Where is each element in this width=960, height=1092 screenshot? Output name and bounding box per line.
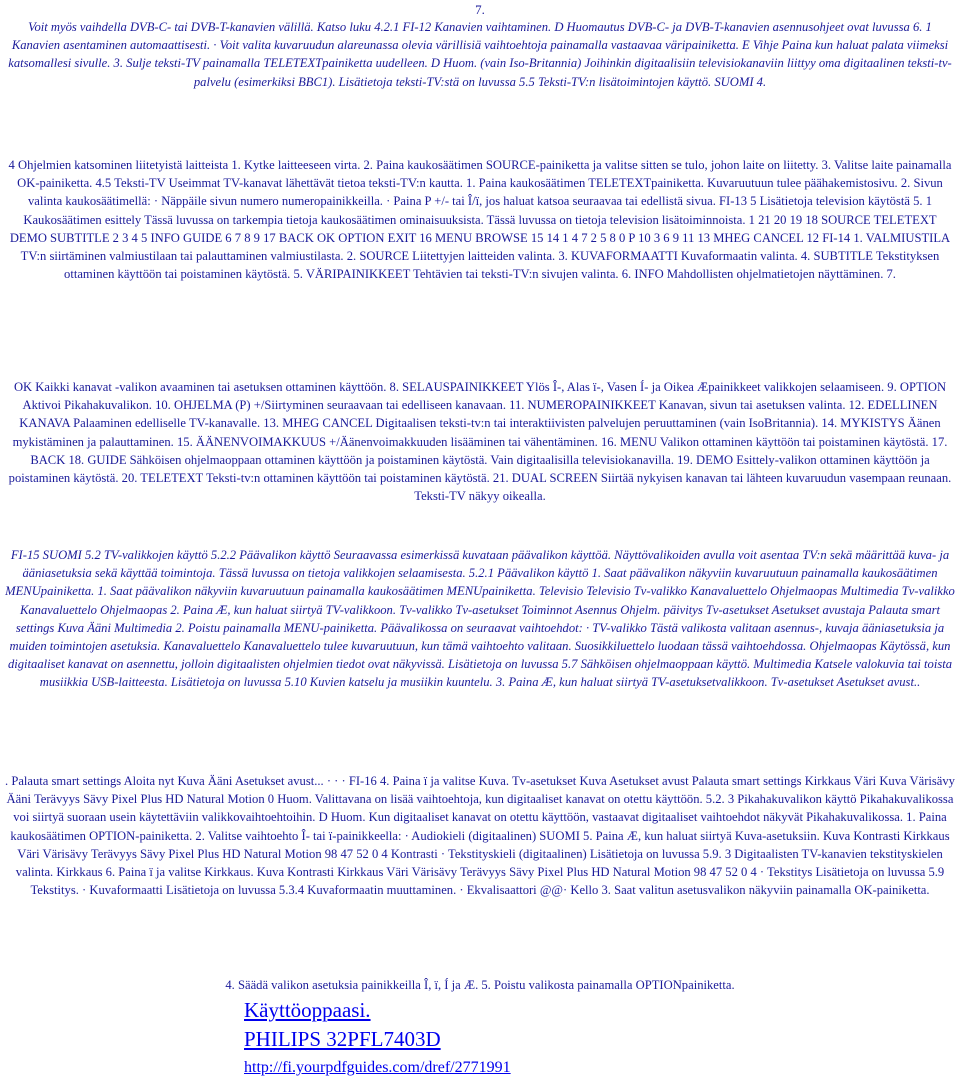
footer-links: [244, 996, 764, 1079]
page-number: 7.: [475, 2, 485, 17]
product-link[interactable]: PHILIPS 32PFL7403D: [244, 1027, 441, 1051]
paragraph-quick-menu: . Palauta smart settings Aloita nyt Kuva Ääni Asetukset avust... · · · FI-16 4. Paina ï ja valitse Kuva. Tv-asetukset Kuva Asetukset avust Palauta smart settings Kirkkaus Väri Kuva Värisävy Ääni Terävyys Sävy Pixel Plus HD Natural Motion 0 Huom. Valittavana on lisää vaihtoehtoja, kun digitaaliset kanavat on otettu käyttöön. 5.2. 3 Pikahakuvalikon käyttö Pikahakuvalikossa voi siirtyä suoraan usein käytettäviin valikkovaihtoehtoihin. D Huom. Kun digitaaliset kanavat on otettu käyttöön, vastaavat digitaaliset vaihtoehdot näkyvät Pikahakuvalikossa. 1. Paina kaukosäätimen OPTION-painiketta. 2. Valitse vaihtoehto Î- tai ï-painikkeella: · Audiokieli (digitaalinen) SUOMI 5. Paina Æ, kun haluat siirtyä Kuva-asetuksiin. Kuva Kontrasti Kirkkaus Väri Värisävy Terävyys Sävy Pixel Plus HD Natural Motion 98 47 52 0 4 Kontrasti · Tekstityskieli (digitaalinen) Lisätietoja on luvussa 5.9. 3 Digitaalisten TV-kanavien tekstityskielen valinta. Kirkkaus 6. Paina ï ja valitse Kirkkaus. Kuva Kontrasti Kirkkaus Väri Värisävy Terävyys Sävy Pixel Plus HD Natural Motion 98 47 52 0 4 · Tekstitys Lisätietoja on luvussa 5.9 Tekstitys. · Kuvaformaatti Lisätietoja on luvussa 5.3.4 Kuvaformaatin muuttaminen. · Ekvalisaattori @@· Kello 3. Saat valitun asetusvalikon näkyviin painamalla OK-painiketta.: [5, 774, 955, 898]
paragraph-option-exit: 4. Säädä valikon asetuksia painikkeilla Î, ï, Í ja Æ. 5. Poistu valikosta painamalla OPTIONpainiketta.: [225, 978, 735, 992]
paragraph-dvb-channels: Voit myös vaihdella DVB-C- tai DVB-T-kanavien välillä. Katso luku 4.2.1 FI-12 Kanavien vaihtaminen. D Huomautus DVB-C- ja DVB-T-kanavien asennusohjeet ovat luvussa 6. 1 Kanavien asentaminen automaattisesti. · Voit valita kuvaruudun alareunassa olevia värillisiä vaihtoehtoja painamalla vastaavaa väripainiketta. E Vihje Paina kun haluat palata viimeksi katsomallesi sivulle. 3. Sulje teksti-TV painamalla TELETEXTpainiketta uudelleen. D Huom. (vain Iso-Britannia) Joihinkin digitaalisiin televisiokanaviin liittyy oma digitaalinen teksti-tv-palvelu (esimerkiksi BBC1). Lisätietoja teksti-TV:stä on luvussa 5.5 Teksti-TV:n lisätoimintojen käyttö. SUOMI 4.: [8, 20, 952, 89]
paragraph-remote-buttons: OK Kaikki kanavat -valikon avaaminen tai asetuksen ottaminen käyttöön. 8. SELAUSPAINIKKEET Ylös Î-, Alas ï-, Vasen Í- ja Oikea Æpainikkeet valikkojen selaamiseen. 9. OPTION Aktivoi Pikahakuvalikon. 10. OHJELMA (P) +/Siirtyminen seuraavaan tai edelliseen kanavaan. 11. NUMEROPAINIKKEET Kanavan, sivun tai asetuksen valinta. 12. EDELLINEN KANAVA Palaaminen edelliselle TV-kanavalle. 13. MHEG CANCEL Digitaalisen teksti-tv:n tai interaktiivisten palvelujen peruuttaminen (vain IsoBritannia). 14. MYKISTYS Äänen mykistäminen ja palauttaminen. 15. ÄÄNENVOIMAKKUUS +/Äänenvoimakkuuden lisääminen tai vähentäminen. 16. MENU Valikon ottaminen käyttöön tai poistaminen käytöstä. 17. BACK 18. GUIDE Sähköisen ohjelmaoppaan ottaminen käyttöön ja poistaminen käytöstä. Vain digitaalisilla televisiokanavilla. 19. DEMO Esittely-valikon ottaminen käyttöön ja poistaminen käytöstä. 20. TELETEXT Teksti-tv:n ottaminen käyttöön tai poistaminen käytöstä. 21. DUAL SCREEN Siirtää nykyisen kanavan tai lähteen kuvaruudun vasempaan reunaan. Teksti-TV näkyy oikealla.: [8, 380, 952, 504]
manual-link[interactable]: Käyttöoppaasi.: [244, 998, 371, 1022]
paragraph-remote-control: 4 Ohjelmien katsominen liitetyistä laitteista 1. Kytke laitteeseen virta. 2. Paina kaukosäätimen SOURCE-painiketta ja valitse sitten se tulo, johon laite on liitetty. 3. Valitse laite painamalla OK-painiketta. 4.5 Teksti-TV Useimmat TV-kanavat lähettävät tietoa teksti-TV:n kautta. 1. Paina kaukosäätimen TELETEXTpainiketta. Kuvaruutuun tulee päähakemistosivu. 2. Sivun valinta kaukosäätimellä: · Näppäile sivun numero numeropainikkeilla. · Paina P +/- tai Î/ï, jos haluat katsoa seuraavaa tai edellistä sivua. FI-13 5 Lisätietoja television käytöstä 5. 1 Kaukosäätimen esittely Tässä luvussa on tarkempia tietoja kaukosäätimen ominaisuuksista. Tässä luvussa on tietoja television lisätoiminnoista. 1 21 20 19 18 SOURCE TELETEXT DEMO SUBTITLE 2 3 4 5 INFO GUIDE 6 7 8 9 17 BACK OK OPTION EXIT 16 MENU BROWSE 15 14 1 4 7 2 5 8 0 P 10 3 6 9 11 13 MHEG CANCEL 12 FI-14 1. VALMIUSTILA TV:n siirtäminen valmiustilaan tai palauttaminen valmiustilasta. 2. SOURCE Liitettyjen laitteiden valinta. 3. KUVAFORMAATTI Kuvaformaatin valinta. 4. SUBTITLE Tekstityksen ottaminen käyttöön tai poistaminen käytöstä. 5. VÄRIPAINIKKEET Tehtävien tai teksti-TV:n sivujen valinta. 6. INFO Mahdollisten ohjelmatietojen näyttäminen. 7.: [8, 158, 952, 282]
url-link[interactable]: http://fi.yourpdfguides.com/dref/2771991: [244, 1059, 511, 1076]
paragraph-main-menu: FI-15 SUOMI 5.2 TV-valikkojen käyttö 5.2.2 Päävalikon käyttö Seuraavassa esimerkissä kuvataan päävalikon käyttöä. Näyttövalikoiden avulla voit asentaa TV:n sekä määrittää kuva- ja ääniasetuksia sekä käyttää toimintoja. Tässä luvussa on tietoja valikkojen selaamisesta. 5.2.1 Päävalikon käyttö 1. Saat päävalikon näkyviin kuvaruutuun painamalla kaukosäätimen MENUpainiketta. 1. Saat päävalikon näkyviin kuvaruutuun painamalla kaukosäätimen MENUpainiketta. Televisio Televisio Tv-valikko Kanavaluettelo Ohjelmaopas Multimedia Tv-valikko Kanavaluettelo Ohjelmaopas 2. Paina Æ, kun haluat siirtyä TV-valikkoon. Tv-valikko Tv-asetukset Toiminnot Asennus Ohjelm. päivitys Tv-asetukset Asetukset avustaja Palauta smart settings Kuva Ääni Multimedia 2. Poistu painamalla MENU-painiketta. Päävalikossa on seuraavat vaihtoehdot: · TV-valikko Tästä valikosta valitaan asennus-, kuvaja ääniasetuksia ja muiden toimintojen asetuksia. Kanavaluettelo Kanavaluettelo tulee kuvaruutuun, kun tämä vaihtoehto valitaan. Suosikkiluettelo luodaan tässä vaihtoehdossa. Ohjelmaopas Käytössä, kun digitaaliset kanavat on asennettu, jolloin digitaalisten ohjelmien tiedot ovat näkyvissä. Lisätietoja on luvussa 5.7 Sähköisen ohjelmaoppaan käyttö. Multimedia Katsele valokuvia tai toista musiikkia USB-laitteesta. Lisätietoja on luvussa 5.10 Kuvien katselu ja musiikin kuuntelu. 3. Paina Æ, kun haluat siirtyä TV-asetuksetvalikkoon. Tv-asetukset Asetukset avust..: [5, 548, 955, 690]
